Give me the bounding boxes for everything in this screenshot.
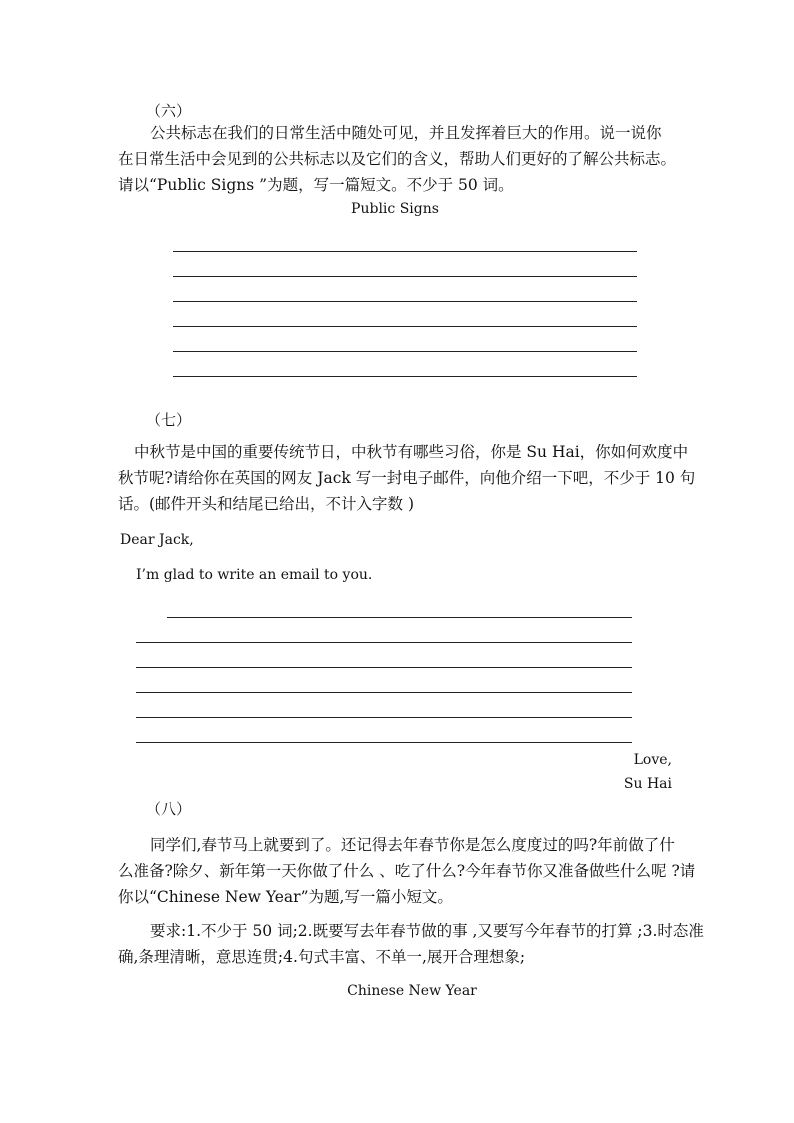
section-8-prompt-line-2: 么准备?除夕、新年第一天你做了什么 、吃了什么?今年春节你又准备做些什么呢 ?请 [118,862,696,880]
writing-line [173,276,637,277]
section-6-prompt-line-1: 公共标志在我们的日常生活中随处可见，并且发挥着巨大的作用。说一说你 [150,124,662,142]
writing-line [173,326,637,327]
section-8-prompt-line-1: 同学们,春节马上就要到了。还记得去年春节你是怎么度度过的吗?年前做了什 [150,836,675,854]
writing-line [136,642,632,643]
letter-signature: Su Hai [623,776,672,792]
writing-line [136,692,632,693]
writing-line [173,351,637,352]
letter-salutation: Dear Jack, [120,532,194,548]
section-8-prompt-line-3: 你以“Chinese New Year”为题,写一篇小短文。 [118,888,453,906]
writing-line [136,667,632,668]
section-7-heading: （七） [146,411,192,429]
writing-line [167,617,632,618]
section-6-prompt-line-3: 请以“Public Signs ”为题，写一篇短文。不少于 50 词。 [118,176,514,194]
section-8-heading: （八） [146,800,192,818]
section-6-prompt-line-2: 在日常生活中会见到的公共标志以及它们的含义，帮助人们更好的了解公共标志。 [118,150,677,168]
writing-line [136,742,632,743]
section-8-essay-title: Chinese New Year [347,983,477,999]
writing-line [173,251,637,252]
section-6-essay-title: Public Signs [351,201,439,217]
section-7-prompt-line-2: 秋节呢?请给你在英国的网友 Jack 写一封电子邮件，向他介绍一下吧，不少于 10 句 [118,469,696,487]
section-7-prompt-line-1: 中秋节是中国的重要传统节日，中秋节有哪些习俗，你是 Su Hai，你如何欢度中 [134,443,689,461]
writing-line [136,717,632,718]
section-8-requirements-line-2: 确,条理清晰，意思连贯;4.句式丰富、不单一,展开合理想象; [118,948,526,966]
section-7-prompt-line-3: 话。(邮件开头和结尾已给出，不计入字数 ) [118,495,415,513]
writing-line [173,301,637,302]
section-6-heading: （六） [146,102,192,120]
letter-closing: Love, [633,752,672,768]
writing-line [173,376,637,377]
letter-opening-sentence: I’m glad to write an email to you. [136,567,373,583]
section-8-requirements-line-1: 要求:1.不少于 50 词;2.既要写去年春节做的事 ,又要写今年春节的打算 ;3.时态准 [150,922,704,940]
